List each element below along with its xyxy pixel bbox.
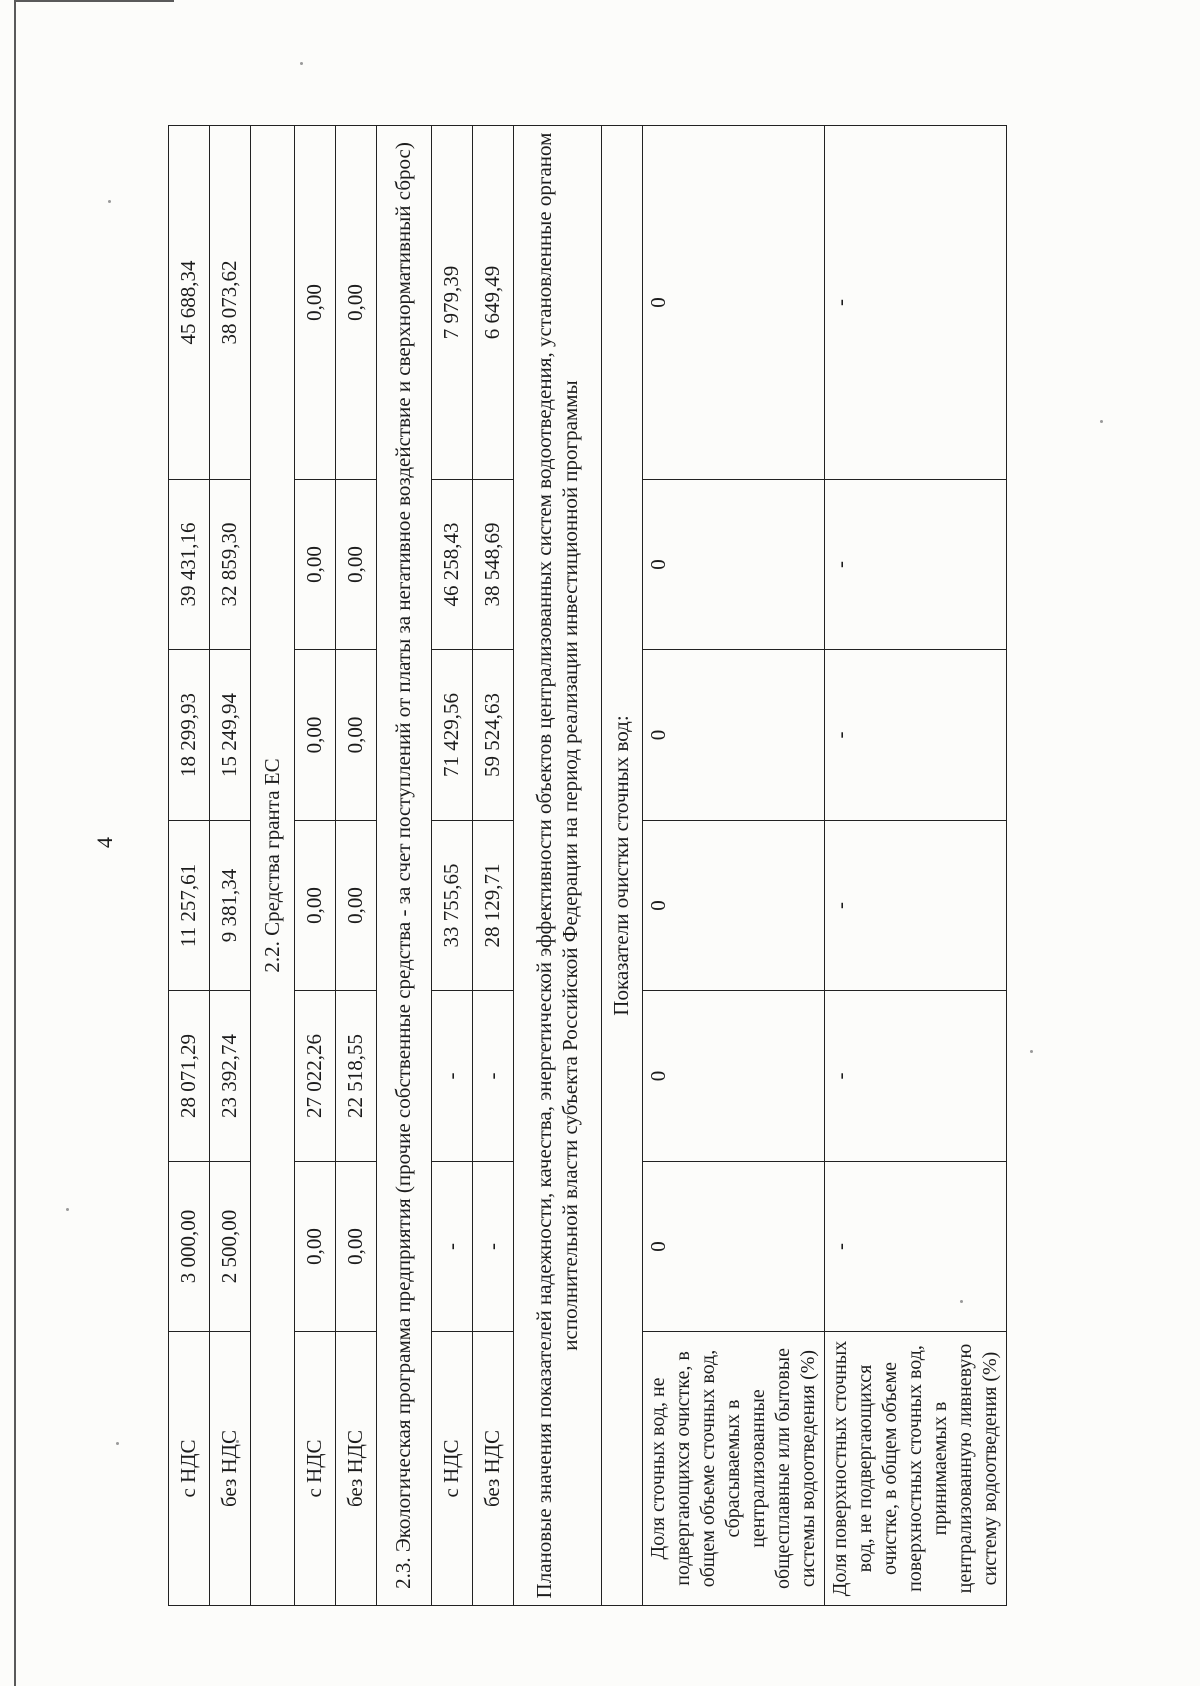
table-row: [169, 126, 210, 1606]
table-cell: 0,00: [295, 1162, 336, 1332]
table-cell: -: [825, 480, 1007, 650]
heading-row: [602, 126, 643, 1606]
indicator-label: Доля поверхностных сточных вод, не подвергающихся очистке, в общем объеме поверхностных сточных вод, принимаемых в централизованную ливневую систему водоотведения (%): [825, 1332, 1007, 1606]
table-cell: 39 431,16: [169, 480, 210, 650]
table-cell: 0,00: [295, 126, 336, 480]
table-cell: 0,00: [295, 650, 336, 821]
table-row: [210, 126, 251, 1606]
table-cell: 23 392,74: [210, 991, 251, 1162]
row-label: без НДС: [336, 1332, 377, 1606]
section-row: [251, 126, 295, 1606]
scan-speck: [1030, 1050, 1033, 1053]
table-cell: 0: [643, 126, 825, 480]
table-cell: 3 000,00: [169, 1162, 210, 1332]
table-row: [432, 126, 473, 1606]
section-title: 2.3. Экологическая программа предприятия (прочие собственные средства - за счет поступлений от платы за негативное воздействие и сверхнормативный сброс): [377, 126, 432, 1606]
page-left-edge: [14, 0, 16, 1686]
indicator-row: [643, 126, 825, 1606]
table-cell: 38 548,69: [473, 480, 514, 650]
subsection-heading: Показатели очистки сточных вод:: [602, 126, 643, 1606]
table-cell: -: [473, 1162, 514, 1332]
table-cell: 0,00: [295, 480, 336, 650]
table-cell: 7 979,39: [432, 126, 473, 480]
table-cell: -: [473, 991, 514, 1162]
table-cell: 11 257,61: [169, 821, 210, 991]
table-cell: 0: [643, 821, 825, 991]
rotated-table-wrapper: [168, 126, 1001, 1606]
page-number: 4: [92, 837, 117, 848]
table-cell: 46 258,43: [432, 480, 473, 650]
table-cell: 71 429,56: [432, 650, 473, 821]
table-cell: 0,00: [336, 126, 377, 480]
scan-speck: [300, 62, 303, 65]
investment-program-table: [168, 125, 1007, 1606]
row-label: с НДС: [295, 1332, 336, 1606]
table-cell: 32 859,30: [210, 480, 251, 650]
table-cell: 0,00: [295, 821, 336, 991]
table-cell: -: [825, 991, 1007, 1162]
table-cell: 38 073,62: [210, 126, 251, 480]
table-row: [295, 126, 336, 1606]
page-top-edge: [14, 0, 174, 2]
row-label: без НДС: [473, 1332, 514, 1606]
indicator-label: Доля сточных вод, не подвергающихся очистке, в общем объеме сточных вод, сбрасываемых в централизованные общесплавные или бытовые системы водоотведения (%): [643, 1332, 825, 1606]
indicator-row: [825, 126, 1007, 1606]
table-cell: 0,00: [336, 821, 377, 991]
table-cell: 9 381,34: [210, 821, 251, 991]
scan-speck: [1100, 420, 1103, 423]
scan-speck: [108, 200, 111, 203]
table-cell: 0: [643, 991, 825, 1162]
table-cell: 28 129,71: [473, 821, 514, 991]
row-label: без НДС: [210, 1332, 251, 1606]
table-cell: 6 649,49: [473, 126, 514, 480]
table-cell: 2 500,00: [210, 1162, 251, 1332]
heading-row: [514, 126, 602, 1606]
section-title: 2.2. Средства гранта ЕС: [251, 126, 295, 1606]
table-row: [473, 126, 514, 1606]
scan-speck: [116, 1442, 119, 1445]
table-cell: 0,00: [336, 1162, 377, 1332]
table-cell: -: [825, 126, 1007, 480]
table-cell: -: [825, 821, 1007, 991]
row-label: с НДС: [169, 1332, 210, 1606]
scan-speck: [66, 1208, 69, 1211]
table-cell: 33 755,65: [432, 821, 473, 991]
targets-heading: Плановые значения показателей надежности, качества, энергетической эффективности объектов централизованных систем водоотведения, установленные органом исполнительной власти субъекта Российской Федерации на период реализации инвестиционной программы: [514, 126, 602, 1606]
table-cell: -: [432, 1162, 473, 1332]
table-row: [336, 126, 377, 1606]
table-cell: -: [825, 1162, 1007, 1332]
table-cell: 0,00: [336, 480, 377, 650]
table-cell: 0: [643, 480, 825, 650]
table-cell: 45 688,34: [169, 126, 210, 480]
table-cell: 18 299,93: [169, 650, 210, 821]
table-cell: 27 022,26: [295, 991, 336, 1162]
table-cell: 59 524,63: [473, 650, 514, 821]
table-cell: -: [825, 650, 1007, 821]
table-cell: 28 071,29: [169, 991, 210, 1162]
table-cell: 0: [643, 650, 825, 821]
table-cell: 0: [643, 1162, 825, 1332]
table-cell: 22 518,55: [336, 991, 377, 1162]
section-row: [377, 126, 432, 1606]
table-cell: 0,00: [336, 650, 377, 821]
table-cell: -: [432, 991, 473, 1162]
table-cell: 15 249,94: [210, 650, 251, 821]
row-label: с НДС: [432, 1332, 473, 1606]
